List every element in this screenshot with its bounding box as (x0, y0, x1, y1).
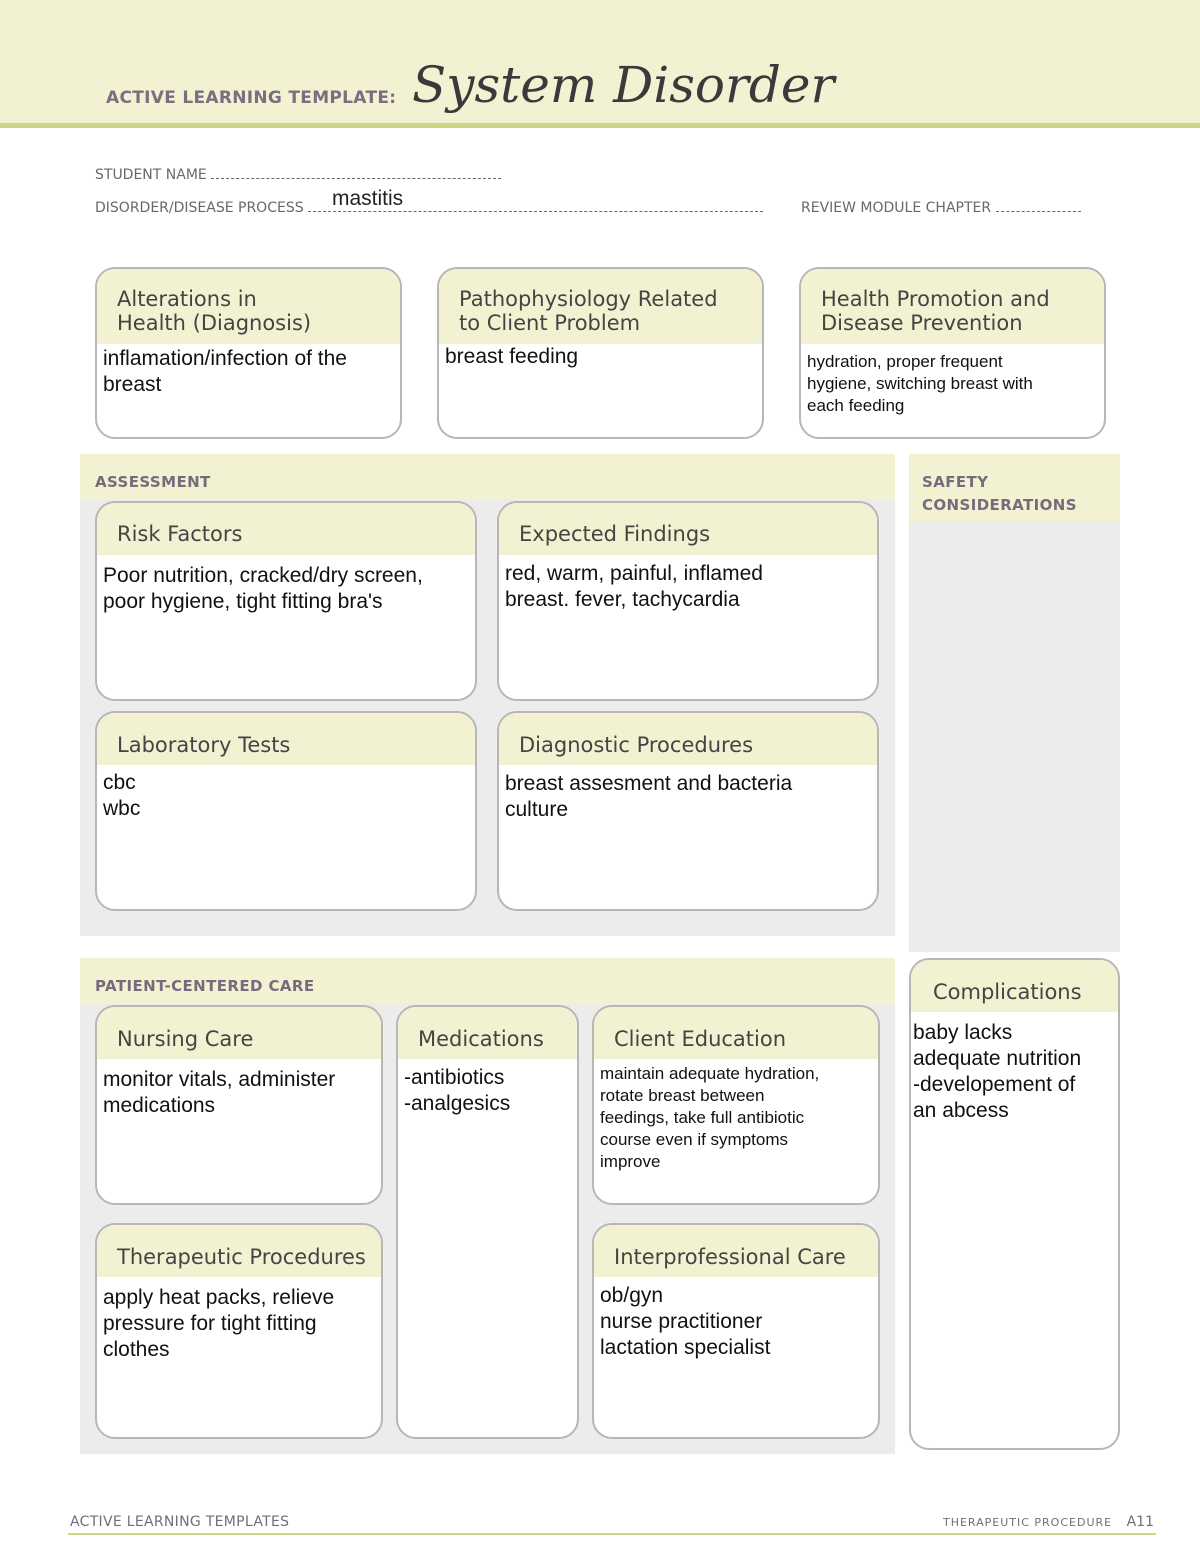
interprofessional-care-text[interactable]: ob/gyn nurse practitioner lactation specialist (600, 1284, 771, 1359)
health-promotion-box (799, 267, 1106, 439)
complications-box (909, 958, 1120, 1450)
laboratory-tests-title: Laboratory Tests (97, 713, 475, 765)
safety-heading-line2: CONSIDERATIONS (922, 496, 1077, 514)
therapeutic-procedures-text[interactable]: apply heat packs, relieve pressure for tight fitting clothes (103, 1286, 335, 1361)
pathophysiology-text[interactable]: breast feeding (445, 345, 579, 368)
student-name-label: STUDENT NAME (95, 167, 207, 183)
nursing-care-box (95, 1005, 383, 1205)
alterations-title-line1: Alterations in (117, 287, 257, 311)
expected-findings-title: Expected Findings (499, 503, 877, 555)
pathophysiology-title (439, 269, 762, 344)
health-promotion-title-line1: Health Promotion and (821, 287, 1050, 311)
disorder-field (95, 198, 763, 216)
footer-left-label: ACTIVE LEARNING TEMPLATES (70, 1514, 290, 1530)
interprofessional-care-title: Interprofessional Care (594, 1225, 878, 1277)
diagnostic-procedures-title: Diagnostic Procedures (499, 713, 877, 765)
footer-section-label: THERAPEUTIC PROCEDURE (942, 1516, 1113, 1529)
health-promotion-title-line2: Disease Prevention (821, 311, 1023, 335)
diagnostic-procedures-box (497, 711, 879, 911)
interprofessional-care-box (592, 1223, 880, 1439)
safety-heading (922, 471, 1077, 517)
risk-factors-text[interactable]: Poor nutrition, cracked/dry screen, poor hygiene, tight fitting bra's (103, 564, 423, 613)
pathophysiology-title-line2: to Client Problem (459, 311, 641, 335)
expected-findings-box (497, 501, 879, 701)
footer-right (943, 1514, 1154, 1530)
expected-findings-text[interactable]: red, warm, painful, inflamed breast. fever, tachycardia (505, 562, 763, 611)
header-rule (0, 123, 1200, 128)
alterations-in-health-box (95, 267, 402, 439)
pathophysiology-box (437, 267, 764, 439)
safety-heading-line1: SAFETY (922, 473, 989, 491)
client-education-title: Client Education (594, 1007, 878, 1059)
student-name-blank[interactable] (211, 165, 501, 179)
complications-title: Complications (911, 960, 1118, 1012)
medications-text[interactable]: -antibiotics -analgesics (404, 1066, 511, 1115)
pathophysiology-title-line1: Pathophysiology Related (459, 287, 718, 311)
risk-factors-title: Risk Factors (97, 503, 475, 555)
patient-centered-care-heading: PATIENT-CENTERED CARE (95, 977, 315, 995)
nursing-care-title: Nursing Care (97, 1007, 381, 1059)
review-chapter-label: REVIEW MODULE CHAPTER (801, 200, 992, 216)
assessment-heading: ASSESSMENT (95, 473, 211, 491)
laboratory-tests-text[interactable]: cbc wbc (103, 771, 141, 820)
medications-title: Medications (398, 1007, 577, 1059)
nursing-care-text[interactable]: monitor vitals, administer medications (103, 1068, 336, 1117)
disorder-label: DISORDER/DISEASE PROCESS (95, 200, 304, 216)
health-promotion-text[interactable]: hydration, proper frequent hygiene, switching breast with each feeding (807, 352, 1033, 415)
health-promotion-title (801, 269, 1104, 344)
template-title: System Disorder (412, 56, 835, 114)
template-label: ACTIVE LEARNING TEMPLATE: (106, 88, 397, 108)
client-education-box (592, 1005, 880, 1205)
page-number: A11 (1126, 1514, 1154, 1530)
client-education-text[interactable]: maintain adequate hydration, rotate breast between feedings, take full antibiotic course even if symptoms improve (600, 1064, 820, 1171)
disorder-value[interactable]: mastitis (332, 187, 404, 210)
safety-panel (909, 454, 1120, 952)
review-chapter-field (801, 198, 1081, 216)
review-chapter-blank[interactable] (996, 198, 1081, 212)
alterations-in-health-text[interactable]: inflamation/infection of the breast (103, 347, 347, 396)
footer-rule (68, 1533, 1156, 1535)
alterations-in-health-title (97, 269, 400, 344)
complications-text[interactable]: baby lacks adequate nutrition -developement of an abcess (913, 1021, 1082, 1122)
risk-factors-box (95, 501, 477, 701)
medications-box (396, 1005, 579, 1439)
therapeutic-procedures-box (95, 1223, 383, 1439)
diagnostic-procedures-text[interactable]: breast assesment and bacteria culture (505, 772, 793, 821)
laboratory-tests-box (95, 711, 477, 911)
student-name-field (95, 165, 501, 183)
alterations-title-line2: Health (Diagnosis) (117, 311, 312, 335)
therapeutic-procedures-title: Therapeutic Procedures (97, 1225, 381, 1277)
